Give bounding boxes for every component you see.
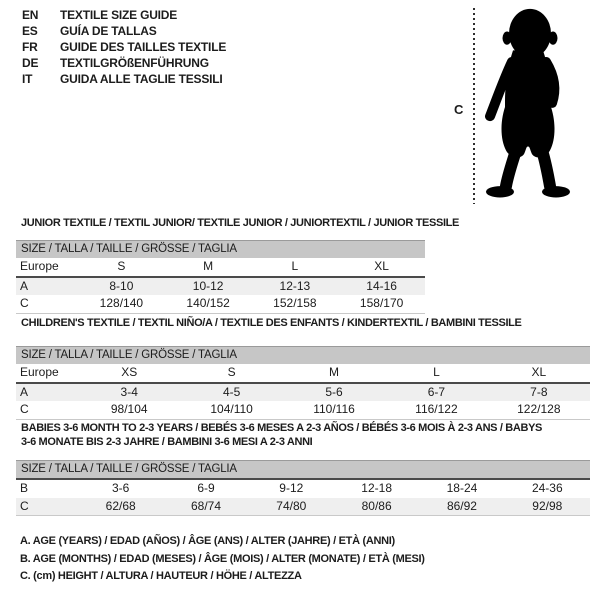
language-code: EN xyxy=(22,8,39,22)
language-row xyxy=(22,39,226,55)
legend-line: C. (cm) HEIGHT / ALTURA / HAUTEUR / HÖHE / ALTEZZA xyxy=(20,570,302,582)
baby-silhouette-icon xyxy=(480,7,580,205)
cell-value: 152/158 xyxy=(273,296,317,310)
cell-value: S xyxy=(117,259,126,273)
cell-value: 3-4 xyxy=(120,384,138,399)
cell-value: 86/92 xyxy=(446,498,477,513)
language-label: GUIDA ALLE TAGLIE TESSILI xyxy=(60,72,223,86)
row-label: A xyxy=(20,384,29,399)
table-row xyxy=(16,498,590,517)
cell-value: 12-18 xyxy=(361,481,392,495)
cell-value: M xyxy=(329,365,340,379)
cell-value: 80/86 xyxy=(361,498,392,513)
language-label: GUÍA DE TALLAS xyxy=(60,24,157,38)
cell-value: 62/68 xyxy=(105,498,136,513)
cell-value: 92/98 xyxy=(532,498,563,513)
table-row xyxy=(16,295,425,314)
cell-value: 6-7 xyxy=(427,384,446,399)
children-textile-title: CHILDREN'S TEXTILE / TEXTIL NIÑO/A / TEXTILE DES ENFANTS / KINDERTEXTIL / BAMBINI TESSILE xyxy=(21,317,522,329)
language-label: TEXTILGRÖßENFÜHRUNG xyxy=(60,56,209,70)
cell-value: 116/122 xyxy=(415,402,458,416)
row-label: Europe xyxy=(20,365,59,379)
cell-value: 122/128 xyxy=(517,402,561,416)
cell-value: XL xyxy=(374,259,389,273)
cell-value: S xyxy=(227,365,236,379)
children-textile-table xyxy=(16,346,590,420)
cell-value: 140/152 xyxy=(186,296,230,310)
baby-figure xyxy=(440,0,600,215)
language-row xyxy=(22,7,226,23)
language-code: ES xyxy=(22,24,38,38)
cell-value: 110/116 xyxy=(313,402,355,416)
language-row xyxy=(22,71,226,87)
cell-value: 10-12 xyxy=(192,278,224,293)
table-row xyxy=(16,384,590,402)
table-row xyxy=(16,480,590,498)
table-row xyxy=(16,258,425,278)
language-row xyxy=(22,55,226,71)
cell-value: XS xyxy=(121,365,138,379)
cell-value: 68/74 xyxy=(190,498,221,513)
cell-value: L xyxy=(433,365,440,379)
row-label: C xyxy=(20,296,29,310)
row-label: C xyxy=(20,402,29,416)
measurement-legend xyxy=(20,533,425,586)
language-label: GUIDE DES TAILLES TEXTILE xyxy=(60,40,227,54)
row-label: C xyxy=(20,498,29,513)
size-table-header: SIZE / TALLA / TAILLE / GRÖSSE / TAGLIA xyxy=(16,346,590,364)
table-row xyxy=(16,401,590,420)
cell-value: 5-6 xyxy=(325,384,343,399)
legend-line: B. AGE (MONTHS) / EDAD (MESES) / ÂGE (MOIS) / ALTER (MONATE) / ETÀ (MESI) xyxy=(20,552,425,565)
height-measure-label: C xyxy=(454,102,464,117)
language-list xyxy=(22,7,226,87)
cell-value: 3-6 xyxy=(111,481,130,495)
cell-value: 7-8 xyxy=(530,384,548,399)
babies-textile-table xyxy=(16,460,590,516)
junior-textile-table xyxy=(16,240,425,314)
cell-value: 158/170 xyxy=(359,296,404,310)
cell-value: 6-9 xyxy=(197,481,215,495)
cell-value: 14-16 xyxy=(366,278,397,293)
cell-value: 8-10 xyxy=(109,278,134,293)
cell-value: M xyxy=(203,259,214,273)
cell-value: XL xyxy=(531,365,547,379)
row-label: A xyxy=(20,278,29,293)
cell-value: 24-36 xyxy=(531,481,563,495)
cell-value: 12-13 xyxy=(279,278,311,293)
language-code: DE xyxy=(22,56,39,70)
cell-value: 18-24 xyxy=(446,481,478,495)
table-row xyxy=(16,364,590,384)
cell-value: 104/110 xyxy=(210,402,253,416)
cell-value: 128/140 xyxy=(99,296,144,310)
cell-value: 98/104 xyxy=(110,402,148,416)
legend-line: A. AGE (YEARS) / EDAD (AÑOS) / ÂGE (ANS) / ALTER (JAHRE) / ETÀ (ANNI) xyxy=(20,535,395,547)
row-label: B xyxy=(20,481,29,495)
size-table-header: SIZE / TALLA / TAILLE / GRÖSSE / TAGLIA xyxy=(16,460,590,480)
junior-textile-title: JUNIOR TEXTILE / TEXTIL JUNIOR/ TEXTILE JUNIOR / JUNIORTEXTIL / JUNIOR TESSILE xyxy=(21,217,460,229)
height-measure-line xyxy=(473,8,475,204)
row-label: Europe xyxy=(20,259,59,273)
language-code: FR xyxy=(22,40,38,54)
cell-value: 4-5 xyxy=(222,384,241,399)
cell-value: L xyxy=(291,259,299,273)
language-code: IT xyxy=(22,72,33,86)
cell-value: 9-12 xyxy=(279,481,304,495)
size-table-header: SIZE / TALLA / TAILLE / GRÖSSE / TAGLIA xyxy=(16,240,425,258)
babies-textile-title: BABIES 3-6 MONTH TO 2-3 YEARS / BEBÉS 3-6 MESES A 2-3 AÑOS / BÉBÉS 3-6 MOIS À 2-3 ANS / BABYS 3-6 MONATE BIS 2-3 JAHRE / BAMBINI 3-6 MESI A 2-3 ANNI xyxy=(21,422,543,448)
language-row xyxy=(22,23,226,39)
language-label: TEXTILE SIZE GUIDE xyxy=(60,8,178,22)
table-row xyxy=(16,278,425,296)
cell-value: 74/80 xyxy=(276,498,307,513)
